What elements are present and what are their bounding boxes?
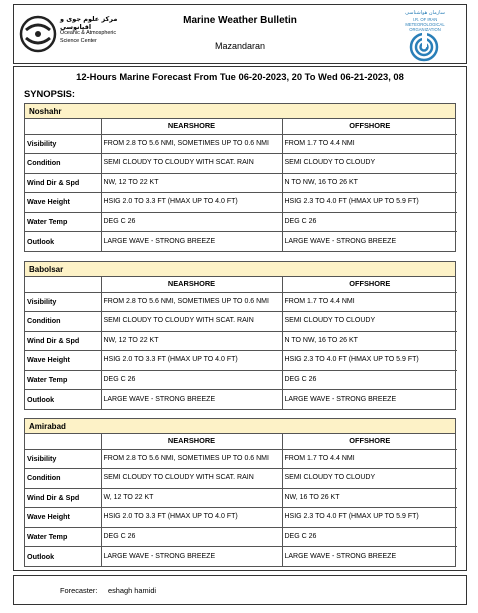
spiral-icon bbox=[406, 32, 442, 62]
forecaster-label: Forecaster: bbox=[60, 586, 98, 595]
offshore-value: N TO NW, 16 TO 26 KT bbox=[282, 173, 457, 193]
offshore-value: LARGE WAVE - STRONG BREEZE bbox=[282, 547, 457, 567]
nearshore-header: NEARSHORE bbox=[101, 277, 282, 292]
station-name: Amirabad bbox=[25, 419, 455, 434]
row-label: Wind Dir & Spd bbox=[25, 331, 101, 351]
table-header-row bbox=[25, 119, 457, 134]
nearshore-value: W, 12 TO 22 KT bbox=[101, 488, 282, 508]
logo-text-line2: Science Center bbox=[60, 38, 97, 44]
nearshore-value: FROM 2.8 TO 5.6 NMI, SOMETIMES UP TO 0.6 NMI bbox=[101, 134, 282, 154]
forecast-body bbox=[13, 66, 467, 571]
table-header-row bbox=[25, 277, 457, 292]
forecaster-name: eshagh hamidi bbox=[108, 586, 157, 595]
offshore-value: HSIG 2.3 TO 4.0 FT (HMAX UP TO 5.9 FT) bbox=[282, 351, 457, 371]
table-row bbox=[25, 508, 457, 528]
nearshore-value: HSIG 2.0 TO 3.3 FT (HMAX UP TO 4.0 FT) bbox=[101, 193, 282, 213]
nearshore-value: DEG C 26 bbox=[101, 527, 282, 547]
irimo-logo: سازمان هواشناسی I.R. OF IRAN METEOROLOGICAL ORGANIZATION bbox=[388, 9, 460, 61]
offshore-header: OFFSHORE bbox=[282, 119, 457, 134]
offshore-value: FROM 1.7 TO 4.4 NMI bbox=[282, 134, 457, 154]
station-name: Noshahr bbox=[25, 104, 455, 119]
row-label: Condition bbox=[25, 312, 101, 332]
table-row bbox=[25, 212, 457, 232]
nearshore-value: NW, 12 TO 22 KT bbox=[101, 331, 282, 351]
region-subtitle: Mazandaran bbox=[214, 41, 266, 51]
table-row bbox=[25, 547, 457, 567]
bulletin-footer bbox=[13, 575, 467, 605]
row-label: Wave Height bbox=[25, 351, 101, 371]
table-row bbox=[25, 193, 457, 213]
page-title: Marine Weather Bulletin bbox=[183, 15, 297, 26]
nearshore-value: LARGE WAVE - STRONG BREEZE bbox=[101, 547, 282, 567]
offshore-value: FROM 1.7 TO 4.4 NMI bbox=[282, 292, 457, 312]
station-name: Babolsar bbox=[25, 262, 455, 277]
offshore-value: SEMI CLOUDY TO CLOUDY bbox=[282, 154, 457, 174]
nearshore-value: DEG C 26 bbox=[101, 370, 282, 390]
offshore-value: HSIG 2.3 TO 4.0 FT (HMAX UP TO 5.9 FT) bbox=[282, 508, 457, 528]
nearshore-header: NEARSHORE bbox=[101, 119, 282, 134]
offshore-value: LARGE WAVE - STRONG BREEZE bbox=[282, 390, 457, 410]
table-row bbox=[25, 331, 457, 351]
table-row bbox=[25, 488, 457, 508]
row-label: Visibility bbox=[25, 292, 101, 312]
table-row bbox=[25, 292, 457, 312]
table-row bbox=[25, 173, 457, 193]
bulletin-header bbox=[13, 4, 467, 64]
row-label: Wind Dir & Spd bbox=[25, 488, 101, 508]
offshore-value: NW, 16 TO 26 KT bbox=[282, 488, 457, 508]
nearshore-value: FROM 2.8 TO 5.6 NMI, SOMETIMES UP TO 0.6 NMI bbox=[101, 449, 282, 469]
row-label: Condition bbox=[25, 154, 101, 174]
table-row bbox=[25, 390, 457, 410]
offshore-value: DEG C 26 bbox=[282, 527, 457, 547]
table-row bbox=[25, 351, 457, 371]
offshore-value: SEMI CLOUDY TO CLOUDY bbox=[282, 469, 457, 489]
synopsis-label: SYNOPSIS: bbox=[24, 88, 76, 99]
forecast-title: 12-Hours Marine Forecast From Tue 06-20-2023, 20 To Wed 06-21-2023, 08 bbox=[76, 71, 404, 82]
row-label: Wave Height bbox=[25, 508, 101, 528]
table-row bbox=[25, 312, 457, 332]
row-label: Outlook bbox=[25, 547, 101, 567]
row-label: Visibility bbox=[25, 449, 101, 469]
forecast-table bbox=[25, 277, 457, 409]
row-label: Wind Dir & Spd bbox=[25, 173, 101, 193]
offshore-value: HSIG 2.3 TO 4.0 FT (HMAX UP TO 5.9 FT) bbox=[282, 193, 457, 213]
row-label: Condition bbox=[25, 469, 101, 489]
header-empty-cell bbox=[25, 434, 101, 449]
table-header-row bbox=[25, 434, 457, 449]
offshore-header: OFFSHORE bbox=[282, 434, 457, 449]
nearshore-header: NEARSHORE bbox=[101, 434, 282, 449]
nearshore-value: SEMI CLOUDY TO CLOUDY WITH SCAT. RAIN bbox=[101, 312, 282, 332]
row-label: Water Temp bbox=[25, 370, 101, 390]
table-row bbox=[25, 527, 457, 547]
nearshore-value: HSIG 2.0 TO 3.3 FT (HMAX UP TO 4.0 FT) bbox=[101, 508, 282, 528]
offshore-value: N TO NW, 16 TO 26 KT bbox=[282, 331, 457, 351]
header-empty-cell bbox=[25, 277, 101, 292]
row-label: Water Temp bbox=[25, 527, 101, 547]
nearshore-value: LARGE WAVE - STRONG BREEZE bbox=[101, 232, 282, 252]
table-row bbox=[25, 134, 457, 154]
offshore-value: LARGE WAVE - STRONG BREEZE bbox=[282, 232, 457, 252]
table-row bbox=[25, 370, 457, 390]
offshore-header: OFFSHORE bbox=[282, 277, 457, 292]
table-row bbox=[25, 469, 457, 489]
nearshore-value: DEG C 26 bbox=[101, 212, 282, 232]
table-row bbox=[25, 232, 457, 252]
station-block-noshahr bbox=[24, 103, 456, 252]
logo-text-line1: Oceanic & Atmospheric bbox=[60, 30, 117, 36]
row-label: Outlook bbox=[25, 390, 101, 410]
header-empty-cell bbox=[25, 119, 101, 134]
nearshore-value: HSIG 2.0 TO 3.3 FT (HMAX UP TO 4.0 FT) bbox=[101, 351, 282, 371]
table-row bbox=[25, 154, 457, 174]
row-label: Wave Height bbox=[25, 193, 101, 213]
row-label: Water Temp bbox=[25, 212, 101, 232]
table-row bbox=[25, 449, 457, 469]
nearshore-value: FROM 2.8 TO 5.6 NMI, SOMETIMES UP TO 0.6 NMI bbox=[101, 292, 282, 312]
station-block-babolsar bbox=[24, 261, 456, 410]
nearshore-value: LARGE WAVE - STRONG BREEZE bbox=[101, 390, 282, 410]
offshore-value: FROM 1.7 TO 4.4 NMI bbox=[282, 449, 457, 469]
row-label: Outlook bbox=[25, 232, 101, 252]
nearshore-value: SEMI CLOUDY TO CLOUDY WITH SCAT. RAIN bbox=[101, 154, 282, 174]
row-label: Visibility bbox=[25, 134, 101, 154]
nearshore-value: NW, 12 TO 22 KT bbox=[101, 173, 282, 193]
offshore-value: DEG C 26 bbox=[282, 212, 457, 232]
nearshore-value: SEMI CLOUDY TO CLOUDY WITH SCAT. RAIN bbox=[101, 469, 282, 489]
station-block-amirabad bbox=[24, 418, 456, 567]
forecast-table bbox=[25, 119, 457, 251]
logo-text-fa: مرکز علوم جوی و اقیانوسی bbox=[60, 15, 118, 31]
offshore-value: DEG C 26 bbox=[282, 370, 457, 390]
forecast-table bbox=[25, 434, 457, 566]
offshore-value: SEMI CLOUDY TO CLOUDY bbox=[282, 312, 457, 332]
